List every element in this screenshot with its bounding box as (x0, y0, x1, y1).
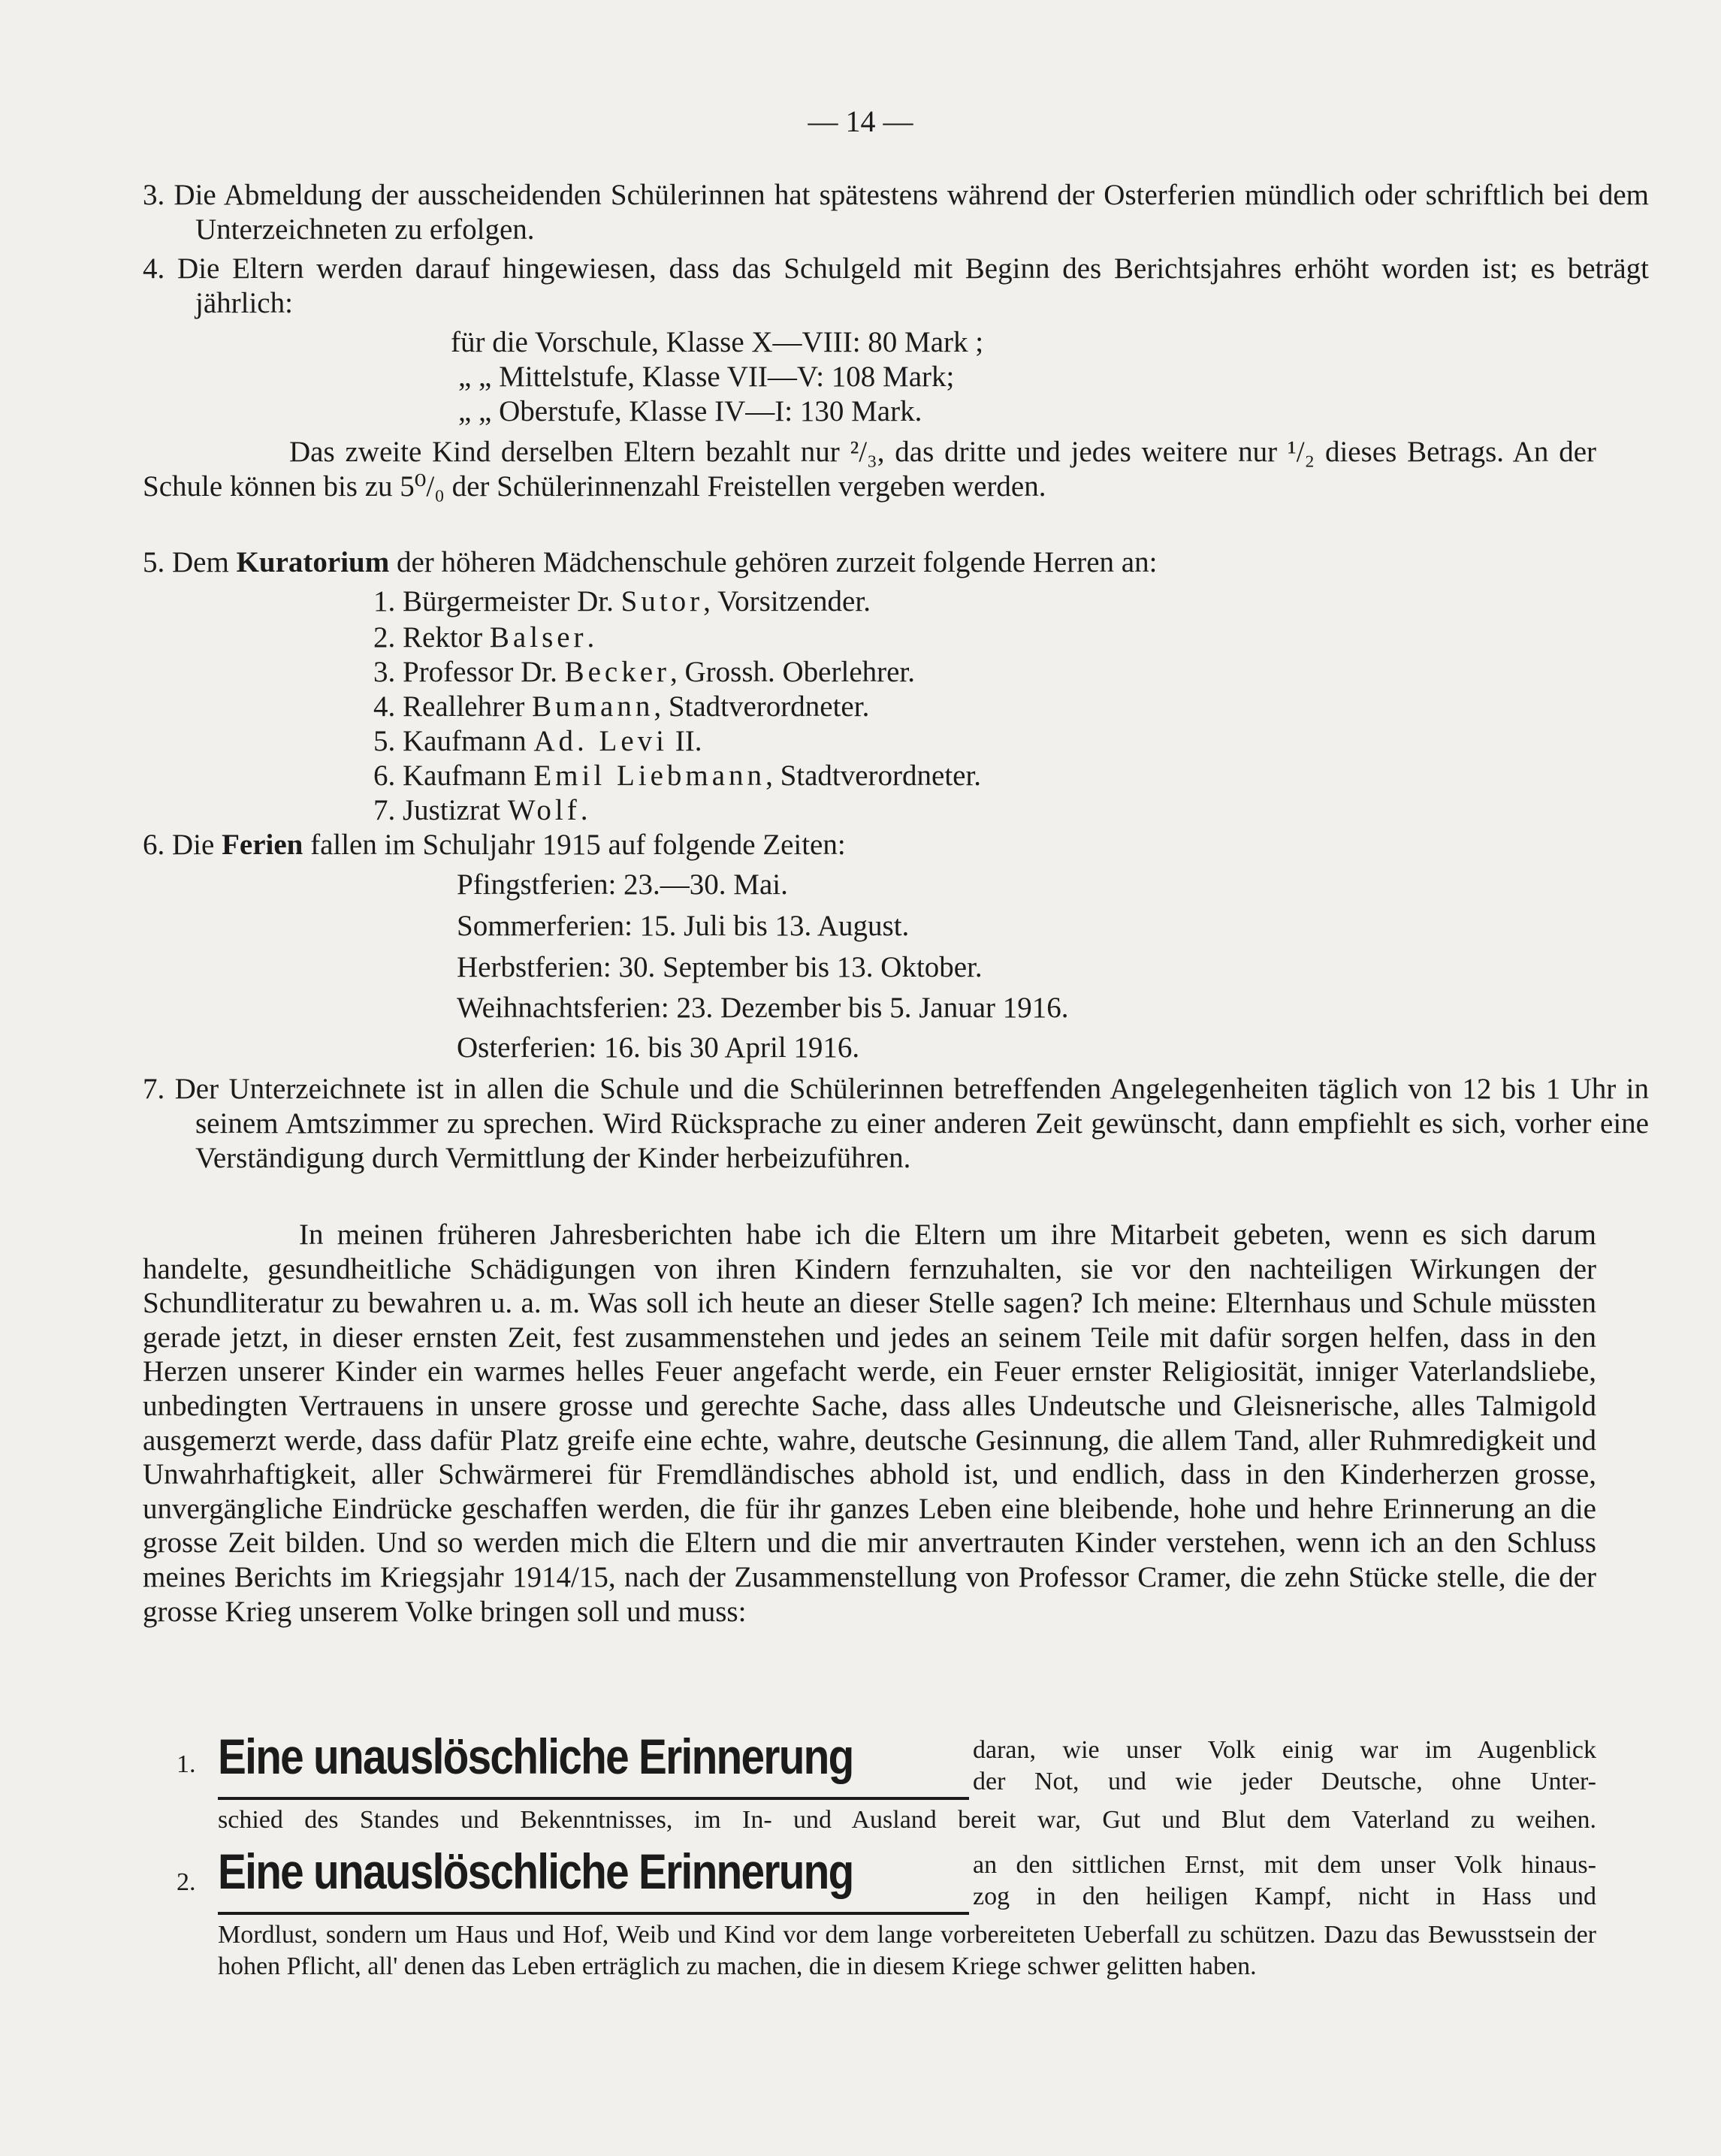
holiday-line: Sommerferien: 15. Juli bis 13. August. (457, 910, 910, 942)
board-member: 2. Rektor Balser. (373, 621, 595, 654)
board-member: 4. Reallehrer Bumann, Stadtverordneter. (373, 690, 870, 723)
piece-continuation: Mordlust, sondern um Haus und Hof, Weib und Kind vor dem lange vorbereiteten Ueberfall zu schützen. Dazu das Bewusstsein der hohen Pflicht, all' denen das Leben erträglich zu machen, die in diesem Kriege schwer gelitten haben. (218, 1921, 1596, 1980)
piece-side-text: daran, wie unser Volk einig war im Augenblick der Not, und wie jeder Deutsche, ohne Unter- (973, 1736, 1596, 1795)
item-3-abmeldung: 3. Die Abmeldung der ausscheidenden Schülerinnen hat spätestens während der Osterferien mündlich oder schriftlich bei dem Unterzeichneten zu erfolgen. (143, 179, 1649, 246)
board-member: 3. Professor Dr. Becker, Grossh. Oberlehrer. (373, 656, 916, 688)
holiday-line: Weihnachtsferien: 23. Dezember bis 5. Januar 1916. (457, 992, 1069, 1024)
piece-number: 2. (177, 1868, 196, 1896)
sibling-discount-paragraph: Das zweite Kind derselben Eltern bezahlt nur ²/₃, das dritte und jedes weitere nur ¹/₂ dieses Betrags. An der Schule können bis zu 5⁰/₀ der Schülerinnenzahl Freistellen vergeben werden. (143, 436, 1596, 503)
page-number: — 14 — (808, 104, 913, 138)
fee-line: „ „ Mittelstufe, Klasse VII—V: 108 Mark; (458, 361, 955, 393)
item-5-kuratorium: 5. Dem Kuratorium der höheren Mädchenschule gehören zurzeit folgende Herren an: (143, 546, 1158, 578)
fee-line: für die Vorschule, Klasse X—VIII: 80 Mark ; (451, 326, 984, 358)
piece-side-text: an den sittlichen Ernst, mit dem unser Volk hinaus- zog in den heiligen Kampf, nicht in Hass und (973, 1851, 1596, 1910)
item-6-ferien: 6. Die Ferien fallen im Schuljahr 1915 auf folgende Zeiten: (143, 829, 846, 861)
piece-headline: Eine unauslöschliche Erinnerung (218, 1729, 853, 1784)
holiday-line: Osterferien: 16. bis 30 April 1916. (457, 1031, 860, 1064)
board-member: 1. Bürgermeister Dr. Sutor, Vorsitzender. (373, 585, 871, 618)
holiday-line: Pfingstferien: 23.—30. Mai. (457, 868, 788, 901)
item-7-sprechstunde: 7. Der Unterzeichnete ist in allen die Schule und die Schülerinnen betreffenden Angelegenheiten täglich von 12 bis 1 Uhr in seinem Amtszimmer zu sprechen. Wird Rücksprache zu einer anderen Zeit gewünscht, dann empfiehlt es sich, vorher eine Verständigung durch Vermittlung der Kinder herbeizuführen. (143, 1073, 1649, 1174)
piece-number: 1. (177, 1750, 196, 1778)
holiday-line: Herbstferien: 30. September bis 13. Oktober. (457, 951, 983, 983)
headline-underline (218, 1797, 969, 1800)
board-member: 5. Kaufmann Ad. Levi II. (373, 725, 702, 757)
closing-paragraph: In meinen früheren Jahresberichten habe ich die Eltern um ihre Mitarbeit gebeten, wenn es sich darum handelte, gesundheitliche Schädigungen von ihren Kindern fernzuhalten, sie vor den nachteiligen Wirkungen der Schundliteratur zu bewahren u. a. m. Was soll ich heute an dieser Stelle sagen? Ich meine: Elternhaus und Schule müssten gerade jetzt, in dieser ernsten Zeit, fest zusammenstehen und jedes an seinem Teile mit dafür sorgen helfen, dass in den Herzen unserer Kinder ein warmes helles Feuer angefacht werde, ein Feuer ernster Religiosität, inniger Vaterlandsliebe, unbedingten Vertrauens in unsere grosse und gerechte Sache, dass alles Undeutsche und Gleisnerische, alles Talmigold ausgemerzt werde, dass dafür Platz greife eine echte, wahre, deutsche Gesinnung, die allem Tand, aller Ruhmredigkeit und Unwahrhaftigkeit, aller Schwärmerei für Fremdländisches abhold ist, und endlich, dass in den Kinderherzen grosse, unvergängliche Eindrücke geschaffen werden, die für ihr ganzes Leben eine bleibende, hohe und hehre Erinnerung an die grosse Zeit bilden. Und so werden mich die Eltern und die mir anvertrauten Kinder verstehen, wenn ich an den Schluss meines Berichts im Kriegsjahr 1914/15, nach der Zusammenstellung von Professor Cramer, die zehn Stücke stelle, die der grosse Krieg unserem Volke bringen soll und muss: (143, 1218, 1596, 1628)
piece-headline: Eine unauslöschliche Erinnerung (218, 1843, 853, 1899)
board-member: 7. Justizrat Wolf. (373, 794, 588, 826)
board-member: 6. Kaufmann Emil Liebmann, Stadtverordneter. (373, 759, 982, 792)
headline-underline (218, 1912, 969, 1915)
piece-continuation: schied des Standes und Bekenntnisses, im In- und Ausland bereit war, Gut und Blut dem Vaterland zu weihen. (218, 1806, 1596, 1834)
fee-line: „ „ Oberstufe, Klasse IV—I: 130 Mark. (458, 395, 922, 427)
item-4-schulgeld: 4. Die Eltern werden darauf hingewiesen, dass das Schulgeld mit Beginn des Berichtsjahres erhöht worden ist; es beträgt jährlich: (143, 252, 1649, 319)
